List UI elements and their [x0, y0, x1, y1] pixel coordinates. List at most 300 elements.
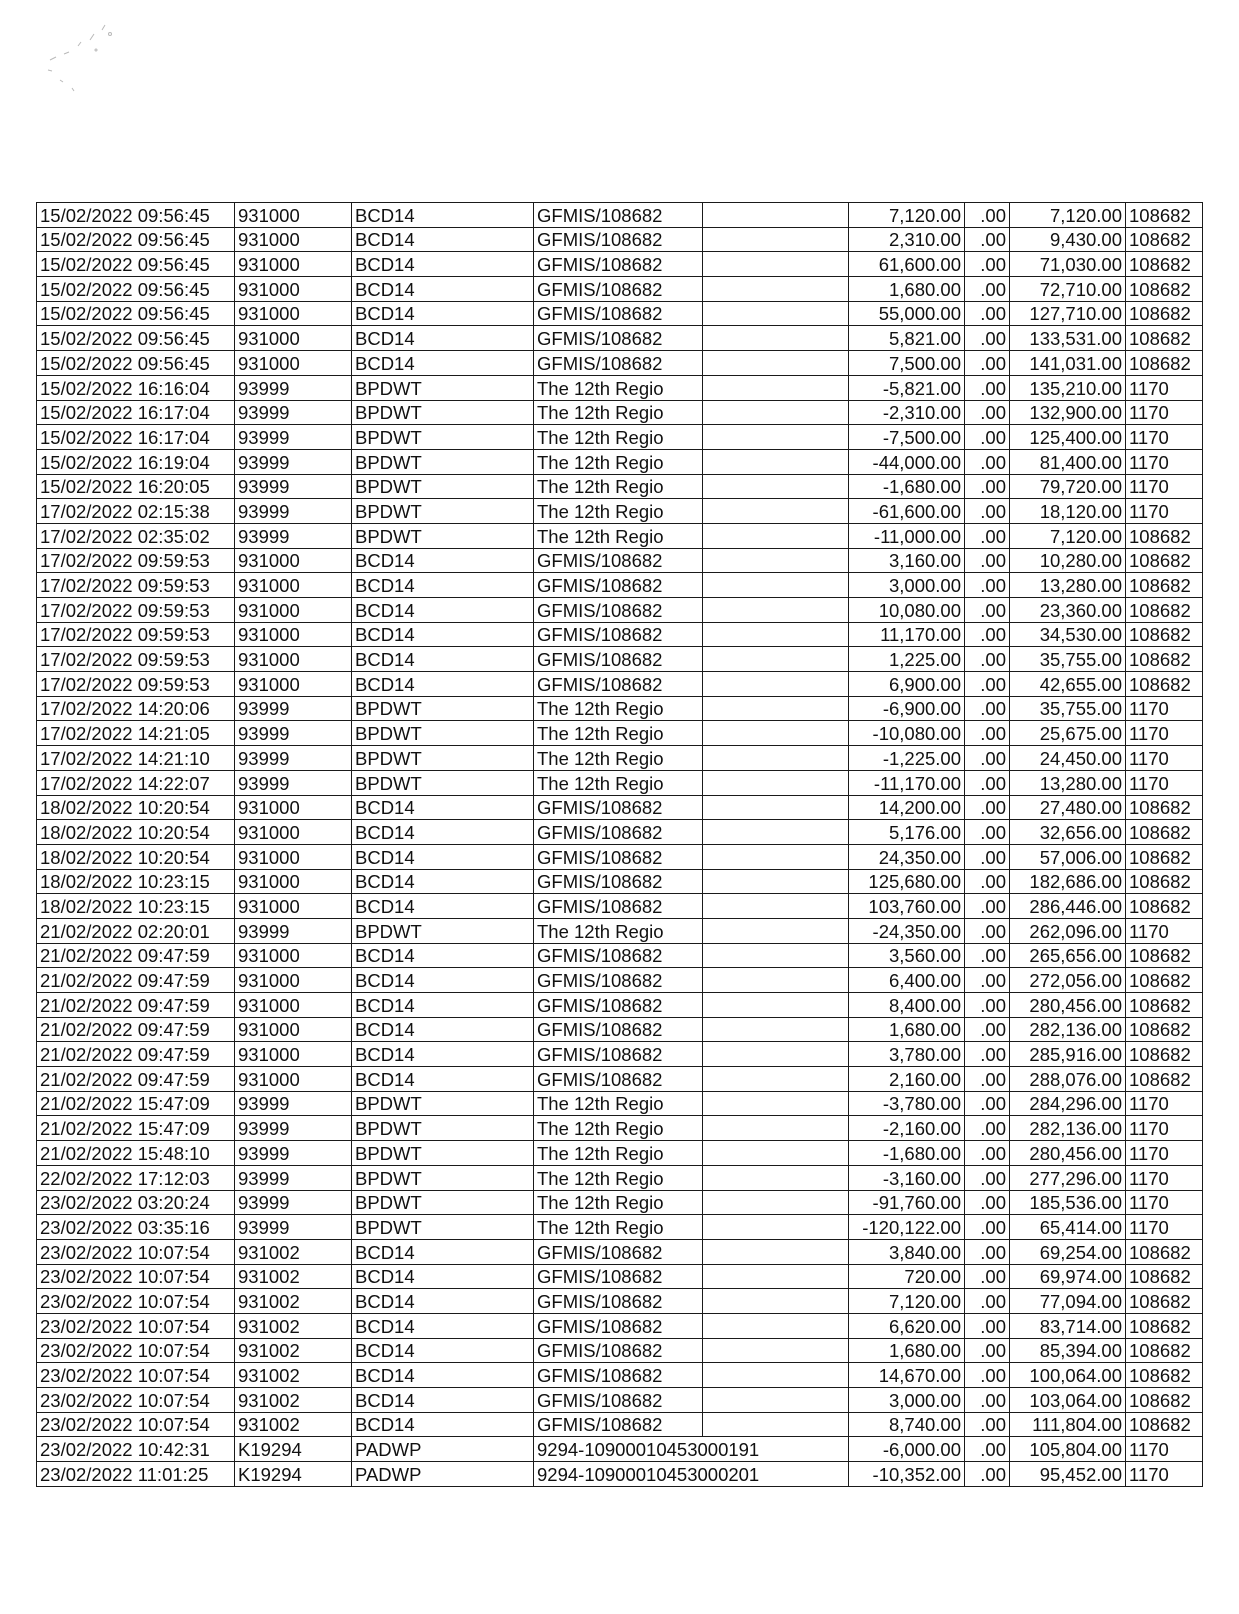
row-ref: 108682 — [1126, 326, 1203, 351]
row-datetime: 17/02/2022 14:21:10 — [37, 746, 235, 771]
row-account: 931000 — [235, 943, 352, 968]
row-zero: .00 — [965, 844, 1010, 869]
row-datetime: 17/02/2022 14:22:07 — [37, 770, 235, 795]
row-amount: 8,740.00 — [849, 1412, 965, 1437]
row-balance: 284,296.00 — [1010, 1091, 1126, 1116]
row-zero: .00 — [965, 1165, 1010, 1190]
row-datetime: 21/02/2022 09:47:59 — [37, 943, 235, 968]
row-blank — [703, 1067, 849, 1092]
row-account: 931000 — [235, 894, 352, 919]
row-ref: 108682 — [1126, 573, 1203, 598]
row-code: BPDWT — [352, 918, 534, 943]
row-balance: 71,030.00 — [1010, 252, 1126, 277]
row-description: GFMIS/108682 — [534, 1067, 703, 1092]
row-zero: .00 — [965, 252, 1010, 277]
row-amount: -3,160.00 — [849, 1165, 965, 1190]
row-code: BPDWT — [352, 721, 534, 746]
transaction-row — [37, 1190, 1203, 1215]
row-datetime: 18/02/2022 10:20:54 — [37, 820, 235, 845]
row-balance: 286,446.00 — [1010, 894, 1126, 919]
row-balance: 18,120.00 — [1010, 499, 1126, 524]
row-blank — [703, 1388, 849, 1413]
row-balance: 35,755.00 — [1010, 696, 1126, 721]
transaction-row — [37, 1388, 1203, 1413]
row-ref: 108682 — [1126, 1388, 1203, 1413]
row-account: 931000 — [235, 993, 352, 1018]
row-ref: 108682 — [1126, 795, 1203, 820]
row-zero: .00 — [965, 1141, 1010, 1166]
row-ref: 108682 — [1126, 523, 1203, 548]
row-account: 93999 — [235, 499, 352, 524]
row-zero: .00 — [965, 1264, 1010, 1289]
row-description: GFMIS/108682 — [534, 351, 703, 376]
row-datetime: 15/02/2022 16:16:04 — [37, 375, 235, 400]
row-account: 93999 — [235, 1190, 352, 1215]
row-balance: 262,096.00 — [1010, 918, 1126, 943]
row-code: PADWP — [352, 1437, 534, 1462]
row-datetime: 23/02/2022 03:35:16 — [37, 1215, 235, 1240]
row-amount: -2,160.00 — [849, 1116, 965, 1141]
row-zero: .00 — [965, 1462, 1010, 1487]
row-description: The 12th Regio — [534, 746, 703, 771]
row-code: BPDWT — [352, 696, 534, 721]
row-amount: 1,680.00 — [849, 1017, 965, 1042]
row-datetime: 17/02/2022 02:35:02 — [37, 523, 235, 548]
transaction-row — [37, 770, 1203, 795]
row-code: BPDWT — [352, 375, 534, 400]
transaction-row — [37, 425, 1203, 450]
row-datetime: 23/02/2022 10:07:54 — [37, 1338, 235, 1363]
row-blank — [703, 696, 849, 721]
row-code: BCD14 — [352, 647, 534, 672]
row-ref: 108682 — [1126, 1239, 1203, 1264]
row-amount: 55,000.00 — [849, 301, 965, 326]
row-datetime: 15/02/2022 09:56:45 — [37, 203, 235, 228]
row-code: BCD14 — [352, 1338, 534, 1363]
row-balance: 282,136.00 — [1010, 1116, 1126, 1141]
row-zero: .00 — [965, 326, 1010, 351]
row-datetime: 18/02/2022 10:20:54 — [37, 844, 235, 869]
row-blank — [703, 548, 849, 573]
row-ref: 108682 — [1126, 1338, 1203, 1363]
transaction-row — [37, 1264, 1203, 1289]
row-balance: 83,714.00 — [1010, 1313, 1126, 1338]
row-description: GFMIS/108682 — [534, 968, 703, 993]
row-ref: 108682 — [1126, 943, 1203, 968]
row-datetime: 15/02/2022 16:19:04 — [37, 449, 235, 474]
row-ref: 1170 — [1126, 1437, 1203, 1462]
row-description: The 12th Regio — [534, 1141, 703, 1166]
row-zero: .00 — [965, 400, 1010, 425]
row-datetime: 17/02/2022 09:59:53 — [37, 598, 235, 623]
row-balance: 132,900.00 — [1010, 400, 1126, 425]
row-zero: .00 — [965, 351, 1010, 376]
row-balance: 25,675.00 — [1010, 721, 1126, 746]
row-description: 9294-10900010453000201 — [534, 1462, 849, 1487]
row-account: 93999 — [235, 449, 352, 474]
row-datetime: 17/02/2022 09:59:53 — [37, 622, 235, 647]
row-code: BCD14 — [352, 968, 534, 993]
row-account: 93999 — [235, 770, 352, 795]
row-blank — [703, 1165, 849, 1190]
row-zero: .00 — [965, 474, 1010, 499]
row-code: BCD14 — [352, 252, 534, 277]
row-blank — [703, 770, 849, 795]
row-blank — [703, 795, 849, 820]
transaction-row — [37, 820, 1203, 845]
row-ref: 1170 — [1126, 721, 1203, 746]
row-balance: 42,655.00 — [1010, 672, 1126, 697]
row-blank — [703, 277, 849, 302]
row-description: GFMIS/108682 — [534, 894, 703, 919]
row-code: BPDWT — [352, 1165, 534, 1190]
row-zero: .00 — [965, 548, 1010, 573]
row-description: The 12th Regio — [534, 1091, 703, 1116]
row-code: BPDWT — [352, 1215, 534, 1240]
row-blank — [703, 203, 849, 228]
row-blank — [703, 746, 849, 771]
row-datetime: 23/02/2022 10:07:54 — [37, 1264, 235, 1289]
transaction-row — [37, 499, 1203, 524]
row-account: 931000 — [235, 277, 352, 302]
row-description: GFMIS/108682 — [534, 869, 703, 894]
row-zero: .00 — [965, 894, 1010, 919]
row-zero: .00 — [965, 1412, 1010, 1437]
row-zero: .00 — [965, 622, 1010, 647]
row-ref: 1170 — [1126, 696, 1203, 721]
row-amount: 103,760.00 — [849, 894, 965, 919]
row-balance: 7,120.00 — [1010, 523, 1126, 548]
row-datetime: 23/02/2022 10:42:31 — [37, 1437, 235, 1462]
row-account: 93999 — [235, 1116, 352, 1141]
row-blank — [703, 252, 849, 277]
transaction-row — [37, 326, 1203, 351]
row-balance: 13,280.00 — [1010, 770, 1126, 795]
row-description: GFMIS/108682 — [534, 326, 703, 351]
row-description: GFMIS/108682 — [534, 672, 703, 697]
transaction-row — [37, 894, 1203, 919]
transaction-row — [37, 869, 1203, 894]
row-balance: 9,430.00 — [1010, 227, 1126, 252]
row-ref: 108682 — [1126, 227, 1203, 252]
row-balance: 24,450.00 — [1010, 746, 1126, 771]
row-balance: 77,094.00 — [1010, 1289, 1126, 1314]
row-description: GFMIS/108682 — [534, 795, 703, 820]
row-account: 931000 — [235, 252, 352, 277]
row-account: 931000 — [235, 1017, 352, 1042]
transaction-row — [37, 375, 1203, 400]
row-description: GFMIS/108682 — [534, 943, 703, 968]
row-balance: 10,280.00 — [1010, 548, 1126, 573]
transaction-row — [37, 968, 1203, 993]
row-amount: 2,310.00 — [849, 227, 965, 252]
row-blank — [703, 598, 849, 623]
row-description: The 12th Regio — [534, 523, 703, 548]
row-code: BCD14 — [352, 894, 534, 919]
row-ref: 1170 — [1126, 1141, 1203, 1166]
row-amount: 1,680.00 — [849, 1338, 965, 1363]
row-account: 931000 — [235, 598, 352, 623]
row-datetime: 15/02/2022 16:20:05 — [37, 474, 235, 499]
row-amount: 6,400.00 — [849, 968, 965, 993]
row-datetime: 23/02/2022 10:07:54 — [37, 1239, 235, 1264]
row-datetime: 23/02/2022 10:07:54 — [37, 1313, 235, 1338]
row-balance: 272,056.00 — [1010, 968, 1126, 993]
row-balance: 133,531.00 — [1010, 326, 1126, 351]
row-amount: 5,176.00 — [849, 820, 965, 845]
row-description: GFMIS/108682 — [534, 1313, 703, 1338]
row-blank — [703, 1412, 849, 1437]
row-datetime: 23/02/2022 11:01:25 — [37, 1462, 235, 1487]
row-ref: 108682 — [1126, 1363, 1203, 1388]
row-blank — [703, 1215, 849, 1240]
row-zero: .00 — [965, 1313, 1010, 1338]
row-blank — [703, 672, 849, 697]
transaction-row — [37, 622, 1203, 647]
row-ref: 1170 — [1126, 1116, 1203, 1141]
row-description: GFMIS/108682 — [534, 252, 703, 277]
row-code: BCD14 — [352, 943, 534, 968]
row-datetime: 21/02/2022 15:47:09 — [37, 1116, 235, 1141]
row-zero: .00 — [965, 746, 1010, 771]
row-ref: 1170 — [1126, 499, 1203, 524]
row-amount: 3,840.00 — [849, 1239, 965, 1264]
row-ref: 108682 — [1126, 820, 1203, 845]
row-ref: 108682 — [1126, 622, 1203, 647]
row-blank — [703, 1239, 849, 1264]
row-code: BCD14 — [352, 227, 534, 252]
row-code: BCD14 — [352, 622, 534, 647]
row-code: BCD14 — [352, 548, 534, 573]
row-blank — [703, 1091, 849, 1116]
row-description: GFMIS/108682 — [534, 1017, 703, 1042]
row-zero: .00 — [965, 943, 1010, 968]
row-balance: 277,296.00 — [1010, 1165, 1126, 1190]
row-ref: 108682 — [1126, 277, 1203, 302]
row-balance: 182,686.00 — [1010, 869, 1126, 894]
row-description: GFMIS/108682 — [534, 227, 703, 252]
row-blank — [703, 1338, 849, 1363]
row-code: BCD14 — [352, 1289, 534, 1314]
row-datetime: 23/02/2022 03:20:24 — [37, 1190, 235, 1215]
transaction-row — [37, 1239, 1203, 1264]
row-zero: .00 — [965, 598, 1010, 623]
row-code: PADWP — [352, 1462, 534, 1487]
row-amount: 8,400.00 — [849, 993, 965, 1018]
row-blank — [703, 573, 849, 598]
row-balance: 69,254.00 — [1010, 1239, 1126, 1264]
row-description: The 12th Regio — [534, 499, 703, 524]
row-description: GFMIS/108682 — [534, 1412, 703, 1437]
row-amount: 3,560.00 — [849, 943, 965, 968]
row-ref: 1170 — [1126, 449, 1203, 474]
row-zero: .00 — [965, 968, 1010, 993]
row-description: GFMIS/108682 — [534, 203, 703, 228]
row-balance: 105,804.00 — [1010, 1437, 1126, 1462]
row-amount: -1,680.00 — [849, 474, 965, 499]
row-balance: 57,006.00 — [1010, 844, 1126, 869]
row-blank — [703, 425, 849, 450]
row-code: BPDWT — [352, 1091, 534, 1116]
row-datetime: 18/02/2022 10:20:54 — [37, 795, 235, 820]
row-zero: .00 — [965, 425, 1010, 450]
row-description: GFMIS/108682 — [534, 1363, 703, 1388]
row-blank — [703, 1042, 849, 1067]
row-description: The 12th Regio — [534, 1190, 703, 1215]
transaction-row — [37, 301, 1203, 326]
row-zero: .00 — [965, 375, 1010, 400]
row-balance: 111,804.00 — [1010, 1412, 1126, 1437]
row-code: BCD14 — [352, 820, 534, 845]
row-zero: .00 — [965, 301, 1010, 326]
row-amount: -120,122.00 — [849, 1215, 965, 1240]
row-ref: 1170 — [1126, 1462, 1203, 1487]
row-description: The 12th Regio — [534, 1165, 703, 1190]
row-amount: 3,160.00 — [849, 548, 965, 573]
row-amount: -10,080.00 — [849, 721, 965, 746]
row-datetime: 21/02/2022 09:47:59 — [37, 968, 235, 993]
row-zero: .00 — [965, 1215, 1010, 1240]
row-zero: .00 — [965, 203, 1010, 228]
row-blank — [703, 1264, 849, 1289]
row-account: 93999 — [235, 696, 352, 721]
row-datetime: 15/02/2022 16:17:04 — [37, 425, 235, 450]
row-datetime: 15/02/2022 16:17:04 — [37, 400, 235, 425]
row-balance: 280,456.00 — [1010, 993, 1126, 1018]
row-zero: .00 — [965, 1190, 1010, 1215]
row-amount: 14,200.00 — [849, 795, 965, 820]
row-zero: .00 — [965, 573, 1010, 598]
transaction-row — [37, 1289, 1203, 1314]
row-zero: .00 — [965, 918, 1010, 943]
row-code: BPDWT — [352, 400, 534, 425]
row-ref: 1170 — [1126, 770, 1203, 795]
row-ref: 108682 — [1126, 1264, 1203, 1289]
row-account: 931000 — [235, 869, 352, 894]
row-zero: .00 — [965, 1042, 1010, 1067]
row-ref: 108682 — [1126, 1289, 1203, 1314]
transaction-row — [37, 449, 1203, 474]
row-code: BCD14 — [352, 277, 534, 302]
row-code: BPDWT — [352, 1190, 534, 1215]
transaction-row — [37, 351, 1203, 376]
row-code: BCD14 — [352, 1363, 534, 1388]
row-ref: 108682 — [1126, 894, 1203, 919]
row-ref: 1170 — [1126, 1215, 1203, 1240]
row-blank — [703, 844, 849, 869]
row-amount: 7,120.00 — [849, 1289, 965, 1314]
row-account: 931002 — [235, 1313, 352, 1338]
row-blank — [703, 1116, 849, 1141]
row-zero: .00 — [965, 820, 1010, 845]
row-balance: 65,414.00 — [1010, 1215, 1126, 1240]
row-zero: .00 — [965, 1289, 1010, 1314]
row-amount: -44,000.00 — [849, 449, 965, 474]
row-balance: 81,400.00 — [1010, 449, 1126, 474]
row-code: BCD14 — [352, 1067, 534, 1092]
row-amount: 2,160.00 — [849, 1067, 965, 1092]
row-description: GFMIS/108682 — [534, 301, 703, 326]
row-code: BCD14 — [352, 672, 534, 697]
transaction-row — [37, 1313, 1203, 1338]
row-account: 93999 — [235, 523, 352, 548]
row-amount: -6,900.00 — [849, 696, 965, 721]
row-zero: .00 — [965, 1363, 1010, 1388]
row-ref: 108682 — [1126, 301, 1203, 326]
transaction-row — [37, 1462, 1203, 1487]
row-account: 93999 — [235, 746, 352, 771]
row-ref: 1170 — [1126, 1091, 1203, 1116]
row-ref: 108682 — [1126, 351, 1203, 376]
row-amount: 720.00 — [849, 1264, 965, 1289]
transaction-row — [37, 795, 1203, 820]
row-amount: -91,760.00 — [849, 1190, 965, 1215]
row-datetime: 15/02/2022 09:56:45 — [37, 326, 235, 351]
row-amount: 7,500.00 — [849, 351, 965, 376]
row-datetime: 21/02/2022 09:47:59 — [37, 1067, 235, 1092]
row-balance: 79,720.00 — [1010, 474, 1126, 499]
row-description: The 12th Regio — [534, 1116, 703, 1141]
row-account: 931000 — [235, 326, 352, 351]
row-amount: -6,000.00 — [849, 1437, 965, 1462]
transaction-row — [37, 1165, 1203, 1190]
row-account: 93999 — [235, 425, 352, 450]
row-account: 93999 — [235, 1215, 352, 1240]
row-amount: -61,600.00 — [849, 499, 965, 524]
row-amount: 14,670.00 — [849, 1363, 965, 1388]
row-code: BCD14 — [352, 598, 534, 623]
row-ref: 108682 — [1126, 598, 1203, 623]
row-datetime: 15/02/2022 09:56:45 — [37, 351, 235, 376]
row-blank — [703, 647, 849, 672]
row-code: BCD14 — [352, 351, 534, 376]
row-account: 931000 — [235, 647, 352, 672]
row-account: 931002 — [235, 1239, 352, 1264]
row-description: GFMIS/108682 — [534, 1388, 703, 1413]
row-account: 931002 — [235, 1412, 352, 1437]
transaction-row — [37, 1091, 1203, 1116]
row-code: BPDWT — [352, 474, 534, 499]
row-code: BCD14 — [352, 993, 534, 1018]
row-datetime: 21/02/2022 09:47:59 — [37, 993, 235, 1018]
row-ref: 1170 — [1126, 425, 1203, 450]
row-amount: 11,170.00 — [849, 622, 965, 647]
transaction-row — [37, 1363, 1203, 1388]
row-amount: 24,350.00 — [849, 844, 965, 869]
row-datetime: 17/02/2022 09:59:53 — [37, 672, 235, 697]
row-code: BCD14 — [352, 844, 534, 869]
row-ref: 108682 — [1126, 844, 1203, 869]
row-code: BPDWT — [352, 449, 534, 474]
row-code: BPDWT — [352, 425, 534, 450]
transaction-row — [37, 844, 1203, 869]
row-ref: 108682 — [1126, 993, 1203, 1018]
row-blank — [703, 1363, 849, 1388]
row-description: GFMIS/108682 — [534, 820, 703, 845]
row-description: GFMIS/108682 — [534, 598, 703, 623]
row-amount: 3,000.00 — [849, 573, 965, 598]
row-balance: 125,400.00 — [1010, 425, 1126, 450]
row-account: 931002 — [235, 1338, 352, 1363]
row-amount: -3,780.00 — [849, 1091, 965, 1116]
transaction-row — [37, 598, 1203, 623]
row-amount: -7,500.00 — [849, 425, 965, 450]
row-balance: 103,064.00 — [1010, 1388, 1126, 1413]
row-account: 931000 — [235, 844, 352, 869]
row-balance: 280,456.00 — [1010, 1141, 1126, 1166]
transaction-row — [37, 647, 1203, 672]
row-account: 931000 — [235, 351, 352, 376]
